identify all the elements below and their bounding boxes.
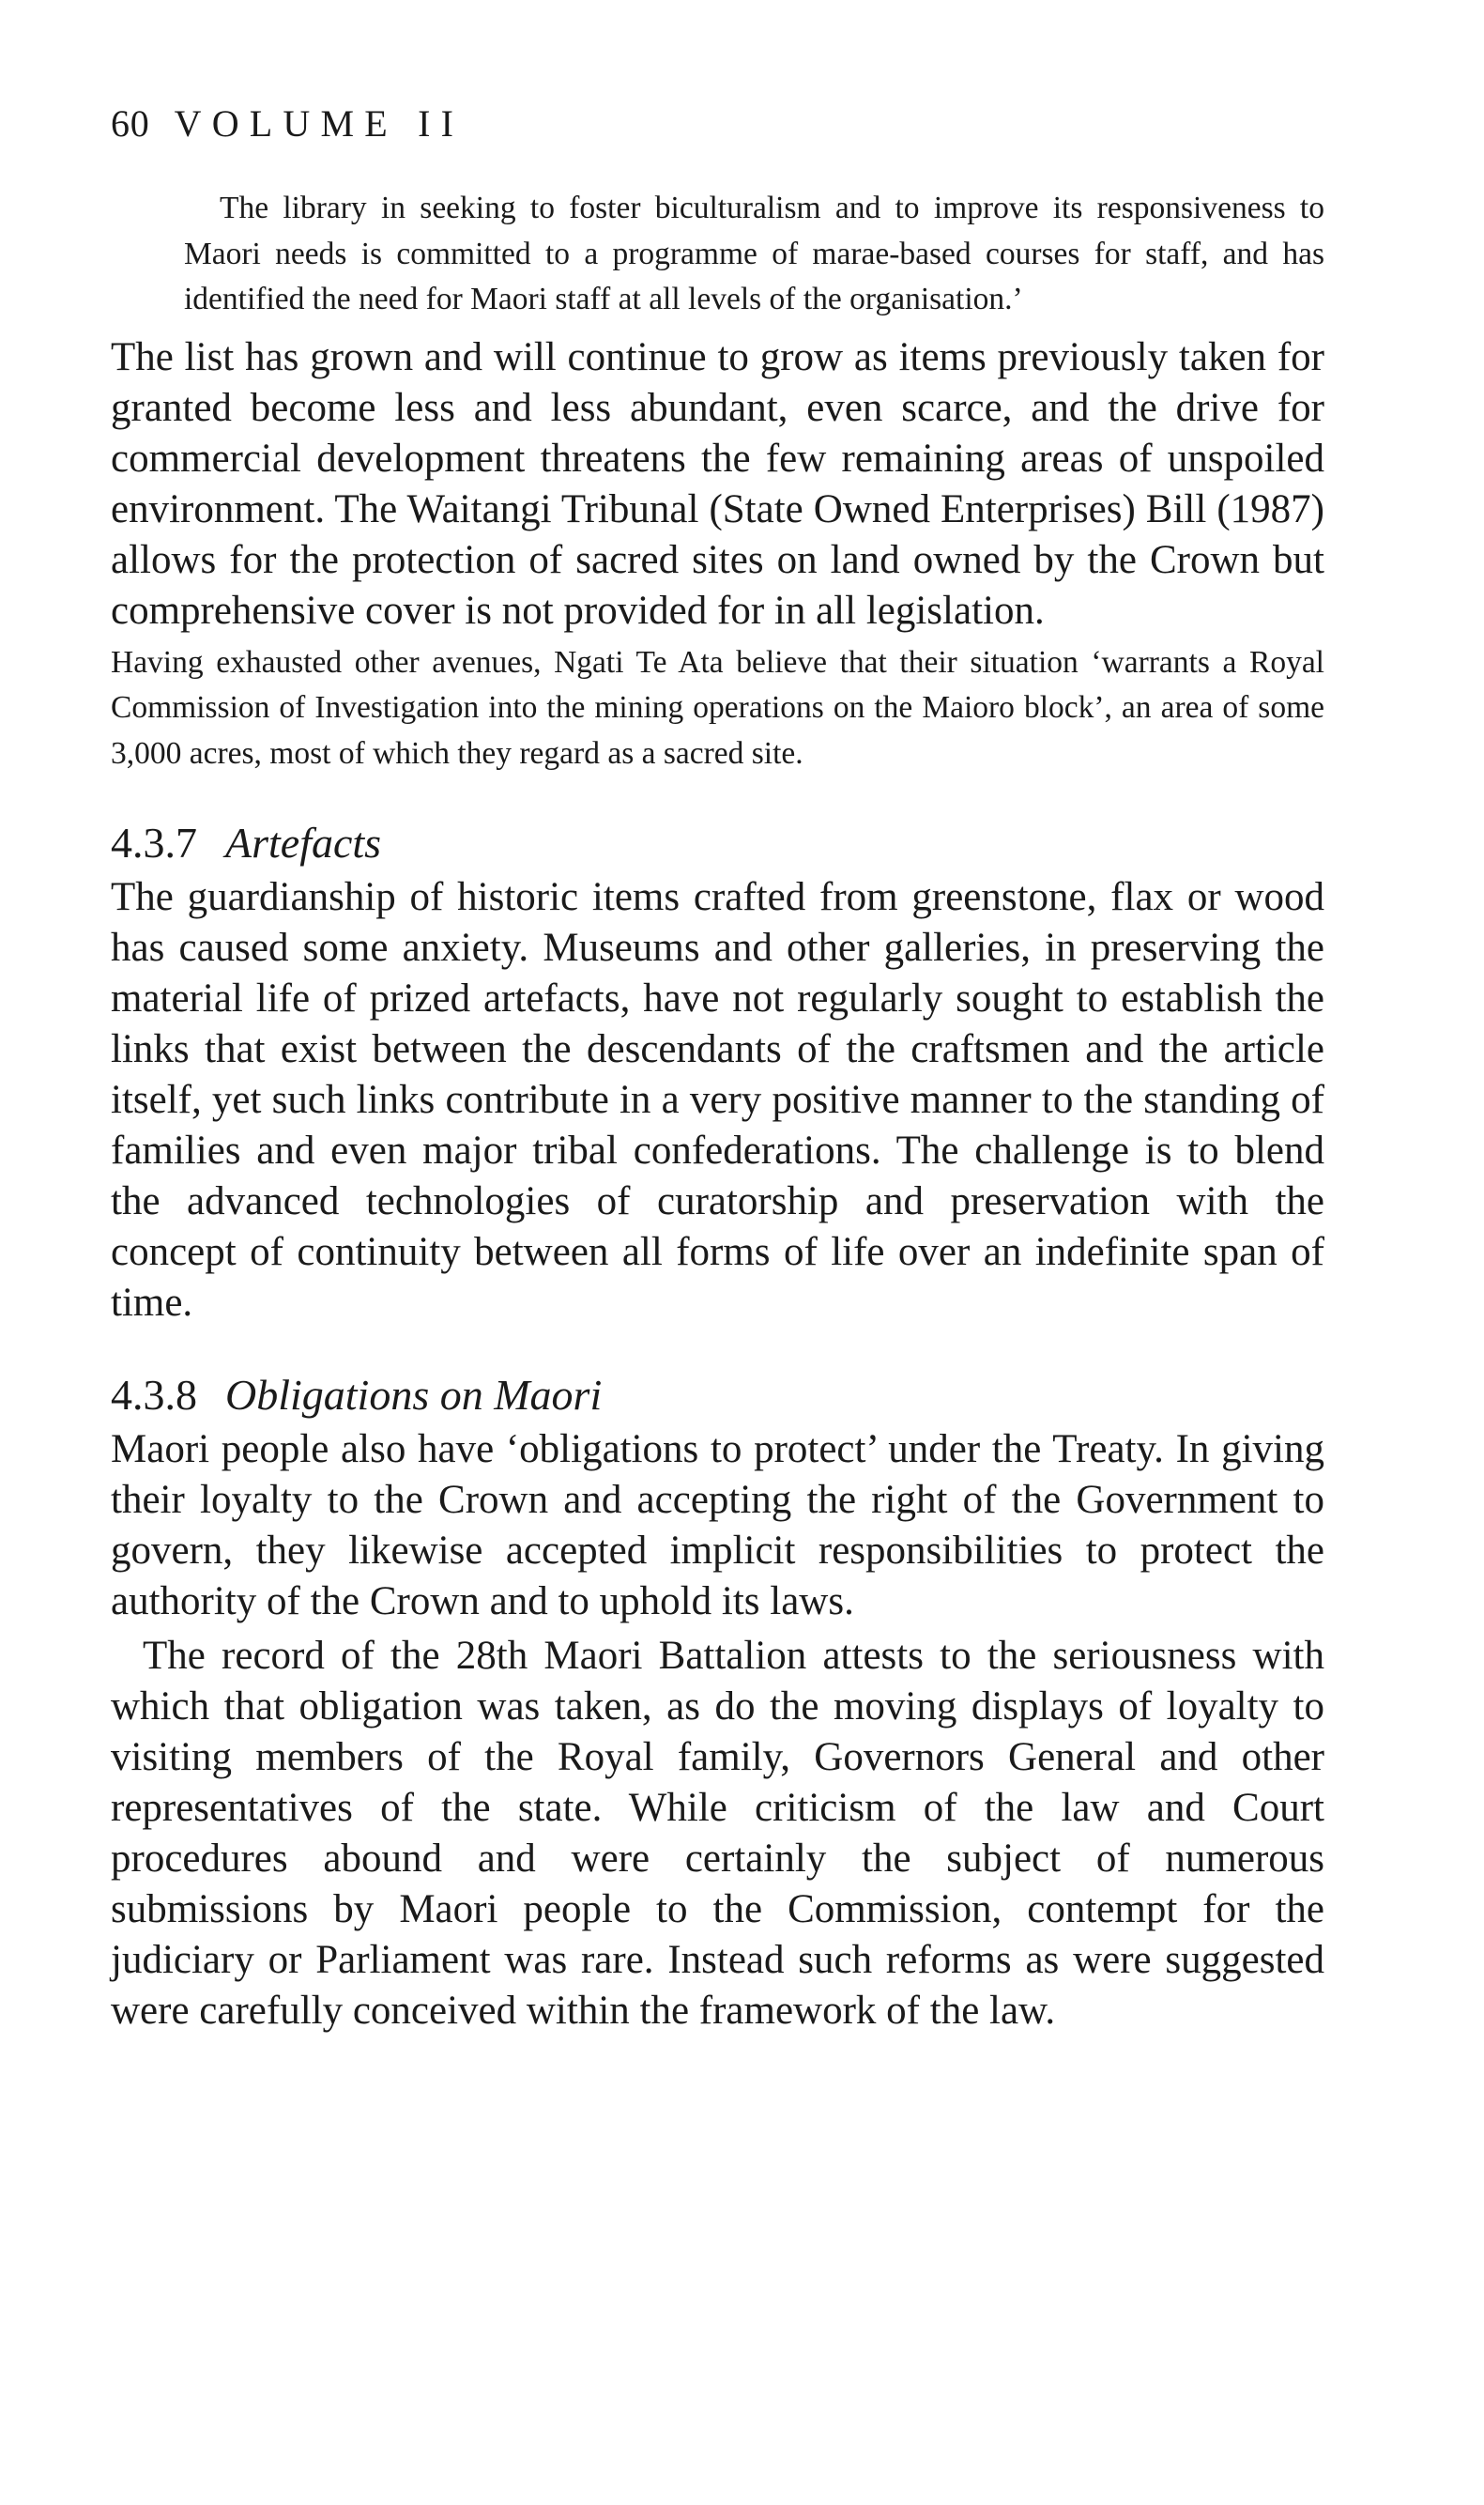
paragraph-ngati-te-ata: Having exhausted other avenues, Ngati Te Ata believe that their situation ‘warrants a Royal Commission of Investigation into the mining operations on the Maioro block’, an area of some 3,000 acres, most of which they regard as a sacred site. xyxy=(111,644,1324,771)
paragraph-obligations-2: The record of the 28th Maori Battalion attests to the seriousness with which that obligation was taken, as do the moving displays of loyalty to visiting members of the Royal family, Governors General and other representatives of the state. While criticism of the law and Court procedures abound and were certainly the subject of numerous submissions by Maori people to the Commission, contempt for the judiciary or Parliament was rare. Instead such reforms as were suggested were carefully conceived within the framework of the law. xyxy=(111,1634,1324,2033)
block-quote xyxy=(184,186,1324,323)
block-quote-text: The library in seeking to foster biculturalism and to improve its responsiveness to Maori needs is committed to a programme of marae-based courses for staff, and has identified the need for Maori staff at all levels of the organisation.’ xyxy=(184,191,1324,316)
running-head xyxy=(111,102,465,145)
section-heading-obligations xyxy=(111,1370,1324,1421)
volume-label: VOLUME II xyxy=(174,102,465,145)
section-title: Artefacts xyxy=(225,819,382,867)
paragraph-list-grown: The list has grown and will continue to grow as items previously taken for granted become less and less abundant, even scarce, and the drive for commercial development threatens the few remaining areas of unspoiled environment. The Waitangi Tribunal (State Owned Enterprises) Bill (1987) allows for the protection of sacred sites on land owned by the Crown but comprehensive cover is not provided for in all legislation. xyxy=(111,334,1324,633)
page-number: 60 xyxy=(111,102,150,145)
section-title: Obligations on Maori xyxy=(225,1371,603,1419)
section-heading-artefacts xyxy=(111,818,1324,868)
paragraph-artefacts: The guardianship of historic items crafted from greenstone, flax or wood has caused some anxiety. Museums and other galleries, in preserving the material life of prized artefacts, have not regularly sought to establish the links that exist between the descendants of the craftsmen and the article itself, yet such links contribute in a very positive manner to the standing of families and even major tribal confederations. The challenge is to blend the advanced technologies of curatorship and preservation with the concept of continuity between all forms of life over an indefinite span of time. xyxy=(111,875,1324,1325)
text-block xyxy=(111,186,1324,2036)
section-number: 4.3.8 xyxy=(111,1371,197,1419)
paragraph-obligations-1: Maori people also have ‘obligations to protect’ under the Treaty. In giving their loyalty to the Crown and accepting the right of the Government to govern, they likewise accepted implicit responsibilities to protect the authority of the Crown and to uphold its laws. xyxy=(111,1427,1324,1623)
section-number: 4.3.7 xyxy=(111,819,197,867)
